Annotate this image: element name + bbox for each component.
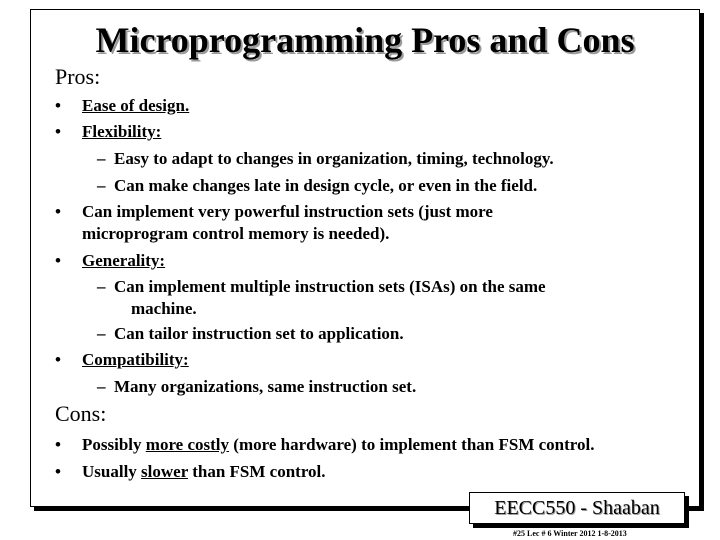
bullet-marker: •: [55, 350, 61, 369]
dash-marker: –: [97, 149, 106, 168]
sub-item-multiple-isas: Can implement multiple instruction sets (ISAs) on the same: [114, 277, 546, 296]
dash-marker: –: [97, 324, 106, 343]
sub-item-multiple-isas-cont: machine.: [131, 299, 197, 318]
con-slower: [82, 461, 326, 483]
sub-item-tailor: Can tailor instruction set to application.: [114, 324, 404, 343]
bullet-marker: •: [55, 435, 61, 454]
pro-powerful-instruction-sets: Can implement very powerful instruction sets (just more: [82, 202, 493, 221]
course-footer-box: EECC550 - Shaaban: [469, 492, 685, 524]
pro-powerful-instruction-sets-cont: microprogram control memory is needed).: [82, 224, 390, 243]
pro-compatibility: Compatibility:: [82, 350, 189, 369]
bullet-marker: •: [55, 96, 61, 115]
bullet-marker: •: [55, 462, 61, 481]
con-text: Usually: [82, 462, 142, 481]
pro-generality: Generality:: [82, 251, 166, 270]
con-emphasis: more costly: [145, 435, 230, 454]
con-text: Possibly: [82, 435, 146, 454]
cons-heading: Cons:: [55, 401, 107, 426]
pro-ease-of-design: Ease of design.: [82, 96, 190, 115]
pros-heading: Pros:: [55, 64, 101, 89]
con-emphasis: slower: [141, 462, 188, 481]
pro-flexibility: Flexibility:: [82, 122, 162, 141]
sub-item-adapt: Easy to adapt to changes in organization, timing, technology.: [114, 149, 554, 168]
lecture-info: #25 Lec # 6 Winter 2012 1-8-2013: [513, 529, 627, 538]
con-text: than FSM control.: [187, 462, 326, 481]
sub-item-many-organizations: Many organizations, same instruction set.: [114, 377, 417, 396]
bullet-marker: •: [55, 122, 61, 141]
dash-marker: –: [97, 176, 106, 195]
con-more-costly: [82, 434, 594, 456]
bullet-marker: •: [55, 202, 61, 221]
sub-item-late-changes: Can make changes late in design cycle, or even in the field.: [114, 176, 538, 195]
dash-marker: –: [97, 277, 106, 296]
slide-title: Microprogramming Pros and Cons: [95, 20, 635, 60]
bullet-marker: •: [55, 251, 61, 270]
con-text: (more hardware) to implement than FSM control.: [229, 435, 595, 454]
dash-marker: –: [97, 377, 106, 396]
